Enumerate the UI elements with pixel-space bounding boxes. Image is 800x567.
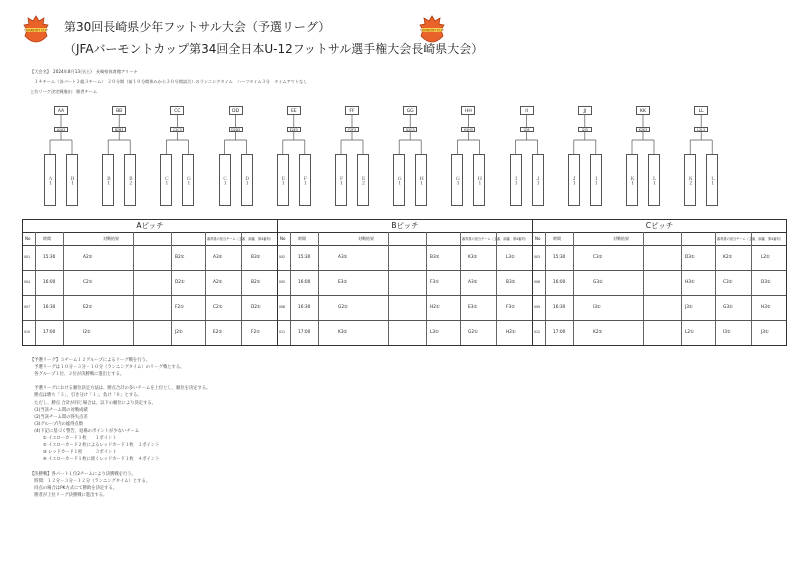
team-slot <box>182 154 194 206</box>
match-no: 007 <box>24 305 31 309</box>
match-ref1: A3① <box>468 280 478 285</box>
match-time: 16:30 <box>553 305 566 310</box>
column-header: 時間 <box>553 236 561 241</box>
info-line-3: 上位リーグ決定戦進出：勝者チーム <box>30 89 98 94</box>
match-home: E3① <box>338 280 348 285</box>
team-slot-label: Ｌ１ <box>651 175 657 185</box>
column-header: 対戦結果 <box>613 236 629 241</box>
schedule-row <box>23 245 277 271</box>
match-ref2: D2① <box>251 305 261 310</box>
team-slot-label: Ｅ１ <box>280 175 286 185</box>
pitch-c <box>533 220 786 345</box>
match-ref2: J3① <box>761 330 769 335</box>
match-home: K3① <box>338 330 348 335</box>
match-time: 15:30 <box>553 255 566 260</box>
pitch-title: Aピッチ <box>23 220 277 233</box>
group-label: II <box>520 106 534 115</box>
team-slot <box>393 154 405 206</box>
schedule-row <box>533 245 786 271</box>
team-slot-label: Ｉ１ <box>513 175 519 185</box>
team-slot <box>299 154 311 206</box>
group-label: CC <box>170 106 184 115</box>
match-time: 16:00 <box>298 280 311 285</box>
match-no: 009 <box>534 305 541 309</box>
match-ref2: L3① <box>506 255 515 260</box>
schedule-row <box>23 320 277 345</box>
schedule-header-row <box>23 232 277 246</box>
team-slot-label: Ｋ２ <box>687 175 693 185</box>
team-slot <box>102 154 114 206</box>
team-slot <box>473 154 485 206</box>
pitch-title: Cピッチ <box>533 220 786 233</box>
match-ref2: B3① <box>506 280 516 285</box>
team-slot <box>532 154 544 206</box>
group-seed-label: C2C3 <box>170 127 184 132</box>
match-ref2: L2① <box>761 255 770 260</box>
team-slot-label: Ｆ１ <box>302 175 308 185</box>
schedule-row <box>533 295 786 321</box>
team-slot-label: Ｃ１ <box>163 175 169 185</box>
schedule-row <box>278 295 532 321</box>
match-ref1: A3① <box>213 255 223 260</box>
vermont-cup-logo <box>22 14 50 48</box>
match-away: D2① <box>175 280 185 285</box>
team-slot-label: Ｇ１ <box>185 175 191 185</box>
match-ref1: E3① <box>468 305 478 310</box>
schedule-row <box>278 320 532 345</box>
team-slot <box>66 154 78 206</box>
match-away: L3① <box>430 330 439 335</box>
match-home: C3① <box>593 255 603 260</box>
match-time: 15:30 <box>43 255 56 260</box>
team-slot <box>219 154 231 206</box>
schedule-row <box>278 245 532 271</box>
schedule-row <box>533 320 786 345</box>
schedule-row <box>23 295 277 321</box>
match-ref1: K2① <box>723 255 733 260</box>
team-slot <box>357 154 369 206</box>
team-slot-label: Ｄ１ <box>244 175 250 185</box>
column-header: No <box>25 236 31 241</box>
team-slot <box>335 154 347 206</box>
match-ref2: B3① <box>251 255 261 260</box>
match-away: J3① <box>685 305 693 310</box>
team-slot-label: Ｊ１ <box>571 175 577 185</box>
match-ref2: F3① <box>506 305 516 310</box>
team-slot <box>510 154 522 206</box>
match-no: 002 <box>279 255 286 259</box>
match-time: 17:00 <box>298 330 311 335</box>
team-slot <box>590 154 602 206</box>
match-home: A2① <box>83 255 93 260</box>
match-away: F3① <box>430 280 440 285</box>
schedule-row <box>533 270 786 296</box>
match-ref1: C2① <box>213 305 223 310</box>
document-title: 第30回長崎県少年フットサル大会（予選リーグ） <box>64 20 331 34</box>
match-home: I2① <box>83 330 91 335</box>
group-label: LL <box>694 106 708 115</box>
group-label: FF <box>345 106 359 115</box>
team-slot-label: Ｈ１ <box>476 175 482 185</box>
team-slot-label: Ａ１ <box>47 175 53 185</box>
group-seed-label: H2H3 <box>461 127 475 132</box>
column-header: No <box>280 236 286 241</box>
match-time: 16:00 <box>553 280 566 285</box>
team-slot <box>626 154 638 206</box>
group-label: EE <box>287 106 301 115</box>
match-no: 004 <box>24 280 31 284</box>
match-away: L2① <box>685 330 694 335</box>
match-away: D3① <box>685 255 695 260</box>
match-no: 003 <box>534 255 541 259</box>
match-ref1: A2① <box>213 280 223 285</box>
team-slot <box>568 154 580 206</box>
schedule-header-row <box>278 232 532 246</box>
match-home: E2① <box>83 305 93 310</box>
match-no: 006 <box>534 280 541 284</box>
team-slot-label: Ｃ１ <box>222 175 228 185</box>
team-slot <box>44 154 56 206</box>
group-seed-label: A2A3 <box>54 127 68 132</box>
match-ref1: I3① <box>723 330 731 335</box>
match-home: I3① <box>593 305 601 310</box>
team-slot <box>706 154 718 206</box>
match-ref1: G2① <box>468 330 478 335</box>
team-slot <box>124 154 136 206</box>
column-header: No <box>535 236 541 241</box>
team-slot-label: Ｂ２ <box>127 175 133 185</box>
match-no: 001 <box>24 255 31 259</box>
team-slot-label: Ｂ１ <box>69 175 75 185</box>
group-label: HH <box>461 106 475 115</box>
group-label: GG <box>403 106 417 115</box>
document-subtitle: （JFAバーモントカップ第34回全日本U-12フットサル選手権大会長崎県大会） <box>64 42 484 56</box>
group-seed-label: G2G3 <box>403 127 417 132</box>
schedule-row <box>278 270 532 296</box>
pitch-a <box>23 220 278 345</box>
column-header: 審判員の担当チーム（主審、副審、第4審判） <box>717 237 783 241</box>
match-ref1: K3① <box>468 255 478 260</box>
match-ref2: D3① <box>761 280 771 285</box>
match-home: G3① <box>593 280 603 285</box>
group-label: AA <box>54 106 68 115</box>
match-away: B3① <box>430 255 440 260</box>
group-label: JJ <box>578 106 592 115</box>
pitch-b <box>278 220 533 345</box>
match-away: J2① <box>175 330 183 335</box>
match-home: C2① <box>83 280 93 285</box>
match-no: 005 <box>279 280 286 284</box>
schedule-row <box>23 270 277 296</box>
team-slot-label: Ｊ１ <box>535 175 541 185</box>
team-slot <box>684 154 696 206</box>
group-seed-label: L2L3 <box>694 127 708 132</box>
team-slot <box>451 154 463 206</box>
match-ref2: F2① <box>251 330 261 335</box>
team-slot-label: Ｌ１ <box>709 175 715 185</box>
match-ref2: H3① <box>761 305 771 310</box>
match-home: G2① <box>338 305 348 310</box>
column-header: 対戦結果 <box>103 236 119 241</box>
match-time: 17:00 <box>553 330 566 335</box>
team-slot <box>415 154 427 206</box>
match-no: 008 <box>279 305 286 309</box>
rules-text: 【予選リーグ】３チーム１２グループによるリーグ戦を行う。 予選リーグは１０分－３分－１０分（ランニングタイム）のリーグ戦とする。 各グループ１位、２位が決勝戦に進出とする。 予選リーグにおける順位決定方法は、勝点合計の多いチームを上位とし、順位を決定する。 勝点は勝ち「３」、引き分け「１」、負け「０」とする。 ただし、勝点 合計が同じ場合は、以下の順位により決定する。 (1)当該チーム間の対戦成績 (2)当該チーム間の得失点差 (3)グループ内の総得点数 (4)下記に基づく警告、退場のポイントが少ないチーム ① イエローカード１枚 １ポイント ② イエローカード２枚によるレッドカード１枚 ３ポイント ③ レッドカード１枚 ３ポイント ④ イエローカード１枚に続くレッドカード１枚 ４ポイント 【決勝戦】各パート１位2チームにより決勝戦を行う。 時間：１２分－３分－１２分（ランニングタイム）とする。 同点の場合はPK方式にて勝敗を決定する。 勝者が上位リーグ決勝戦に進出する。 <box>30 358 211 498</box>
svg-text:VERMONT CUP: VERMONT CUP <box>24 28 48 33</box>
team-slot <box>160 154 172 206</box>
match-ref2: B2① <box>251 280 261 285</box>
team-slot <box>241 154 253 206</box>
group-label: KK <box>636 106 650 115</box>
group-label: DD <box>229 106 243 115</box>
column-header: 審判員の担当チーム（主審、副審、第4審判） <box>207 237 273 241</box>
team-slot-label: Ｆ１ <box>338 175 344 185</box>
team-slot-label: Ｅ２ <box>360 175 366 185</box>
schedule-table <box>22 219 787 346</box>
info-line-2: １４チーム（各パート２組３チーム） ２０分間（前１０分間休みから３０分間試合）のランニングタイム ハーフタイム３分 タイムアウトなし <box>30 79 308 84</box>
group-seed-label: B2B3 <box>112 127 126 132</box>
group-seed-label: F2F3 <box>345 127 359 132</box>
match-time: 16:30 <box>298 305 311 310</box>
column-header: 対戦結果 <box>358 236 374 241</box>
match-away: H2① <box>430 305 440 310</box>
group-seed-label: J2J3 <box>578 127 592 132</box>
column-header: 時間 <box>298 236 306 241</box>
match-no: 012 <box>534 330 541 334</box>
svg-text:VERMONT CUP: VERMONT CUP <box>420 28 444 33</box>
team-slot-label: Ｉ１ <box>593 175 599 185</box>
match-away: F2① <box>175 305 185 310</box>
team-slot <box>648 154 660 206</box>
group-label: BB <box>112 106 126 115</box>
match-ref2: H2① <box>506 330 516 335</box>
group-seed-label: I2I3 <box>520 127 534 132</box>
team-slot-label: Ｇ３ <box>454 175 460 185</box>
match-time: 16:00 <box>43 280 56 285</box>
match-no: 010 <box>24 330 31 334</box>
team-slot-label: Ｈ１ <box>418 175 424 185</box>
team-slot-label: Ｂ１ <box>105 175 111 185</box>
info-line-1: 【大会名】 2024年8月13日(土) 長崎県体育館アリーナ <box>30 69 138 74</box>
team-slot <box>277 154 289 206</box>
group-seed-label: D2D3 <box>229 127 243 132</box>
column-header: 時間 <box>43 236 51 241</box>
column-header: 審判員の担当チーム（主審、副審、第4審判） <box>462 237 528 241</box>
match-time: 17:00 <box>43 330 56 335</box>
match-home: A3① <box>338 255 348 260</box>
match-home: K2① <box>593 330 603 335</box>
team-slot-label: Ｋ１ <box>629 175 635 185</box>
match-away: B2① <box>175 255 185 260</box>
match-away: H3① <box>685 280 695 285</box>
match-ref1: G3① <box>723 305 733 310</box>
group-seed-label: K2K3 <box>636 127 650 132</box>
schedule-header-row <box>533 232 786 246</box>
match-ref1: E2① <box>213 330 223 335</box>
match-ref1: C3① <box>723 280 733 285</box>
match-no: 011 <box>279 330 286 334</box>
pitch-title: Bピッチ <box>278 220 532 233</box>
team-slot-label: Ｇ１ <box>396 175 402 185</box>
group-seed-label: E2E3 <box>287 127 301 132</box>
match-time: 16:30 <box>43 305 56 310</box>
match-time: 15:30 <box>298 255 311 260</box>
